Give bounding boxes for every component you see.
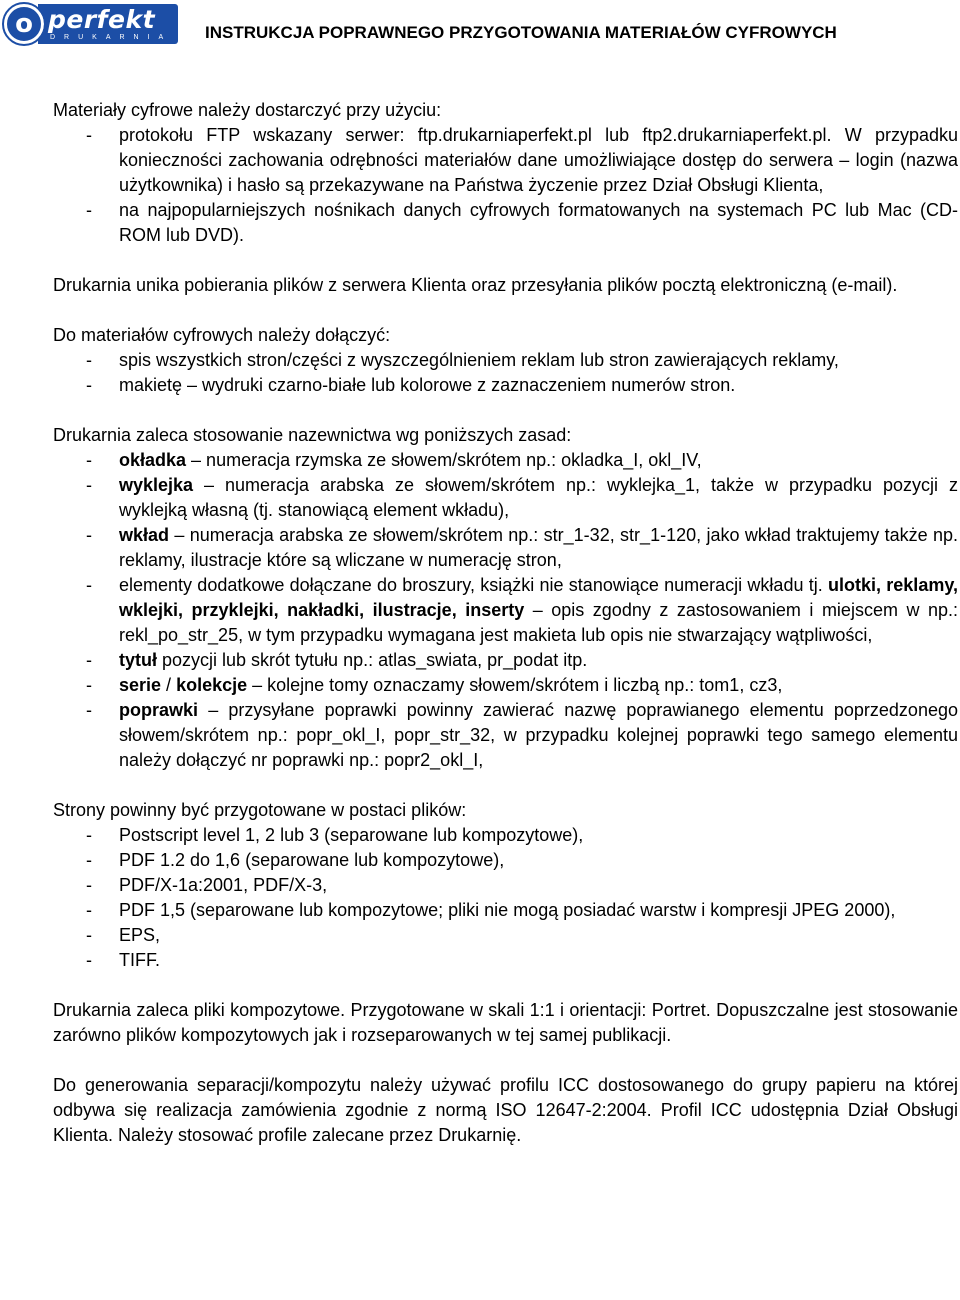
logo-name: perfekt (48, 4, 156, 34)
logo-sub: DRUKARNIA (50, 33, 173, 41)
document-title: INSTRUKCJA POPRAWNEGO PRZYGOTOWANIA MATERIAŁÓW CYFROWYCH (205, 23, 837, 42)
delivery-ftp: - protokołu FTP wskazany serwer: ftp.drukarniaperfekt.pl lub ftp2.drukarniaperfekt.pl. W przypadku konieczności zachowania odrębności materiałów dane umożliwiające dostęp do serwera – login (nazwa użytkownika) i hasło są przekazywane na Państwa życzenie przez Dział Obsługi Klienta, (53, 123, 958, 198)
page-header (0, 0, 960, 60)
attachments-intro: Do materiałów cyfrowych należy dołączyć: (53, 325, 391, 345)
naming-endpaper: - wyklejka – numeracja arabska ze słowem/skrótem np.: wyklejka_1, także w przypadku pozycji z wyklejką własną (tj. stanowiącą element wkładu), (53, 473, 958, 523)
format-item: - TIFF. (53, 948, 958, 973)
attachments-list (53, 348, 958, 398)
delivery-list (53, 123, 958, 248)
naming-intro: Drukarnia zaleca stosowanie nazewnictwa wg poniższych zasad: (53, 425, 572, 445)
naming-extras: - elementy dodatkowe dołączane do broszury, książki nie stanowiące numeracji wkładu tj. ulotki, reklamy, wklejki, przyklejki, nakładki, ilustracje, inserty – opis zgodny z zastosowaniem i miejscem w np.: rekl_po_str_25, w tym przypadku wymagana jest makieta lub opis nie stwarzający wątpliwości, (53, 573, 958, 648)
delivery-media: - na najpopularniejszych nośnikach danych cyfrowych formatowanych na systemach PC lub Mac (CD-ROM lub DVD). (53, 198, 958, 248)
naming-list (53, 448, 958, 773)
format-item: - PDF 1.2 do 1,6 (separowane lub kompozytowe), (53, 848, 958, 873)
format-item: - EPS, (53, 923, 958, 948)
logo-mark: o (15, 9, 33, 39)
naming-corrections: - poprawki – przysyłane poprawki powinny zawierać nazwę poprawianego elementu poprzedzonego słowem/skrótem np.: popr_okl_I, popr_str_32, w przypadku kolejnej poprawki tego samego elementu należy dołączyć nr poprawki np.: popr2_okl_I, (53, 698, 958, 773)
icc-note: Do generowania separacji/kompozytu należy używać profilu ICC dostosowanego do grupy papieru na której odbywa się realizacja zamówienia zgodnie z normą ISO 12647-2:2004. Profil ICC udostępnia Dział Obsługi Klienta. Należy stosować profile zalecane przez Drukarnię. (53, 1075, 958, 1145)
logo-box (38, 4, 178, 44)
format-item: - PDF/X-1a:2001, PDF/X-3, (53, 873, 958, 898)
naming-series: - serie / kolekcje – kolejne tomy oznaczamy słowem/skrótem i liczbą np.: tom1, cz3, (53, 673, 958, 698)
perfekt-logo (4, 4, 178, 44)
attachment-mockup: - makietę – wydruki czarno-białe lub kolorowe z zaznaczeniem numerów stron. (53, 373, 958, 398)
formats-intro: Strony powinny być przygotowane w postaci plików: (53, 800, 467, 820)
logo-circle-icon (4, 4, 44, 44)
naming-title: - tytuł pozycji lub skrót tytułu np.: atlas_swiata, pr_podat itp. (53, 648, 958, 673)
delivery-intro: Materiały cyfrowe należy dostarczyć przy użyciu: (53, 100, 442, 120)
naming-insert: - wkład – numeracja arabska ze słowem/skrótem np.: str_1-32, str_1-120, jako wkład traktujemy także np. reklamy, ilustracje które są wliczane w numerację stron, (53, 523, 958, 573)
document-body (53, 98, 958, 1148)
email-note: Drukarnia unika pobierania plików z serwera Klienta oraz przesyłania plików pocztą elektroniczną (e-mail). (53, 275, 898, 295)
formats-list (53, 823, 958, 973)
format-item: - PDF 1,5 (separowane lub kompozytowe; pliki nie mogą posiadać warstw i kompresji JPEG 2000), (53, 898, 958, 923)
composite-note: Drukarnia zaleca pliki kompozytowe. Przygotowane w skali 1:1 i orientacji: Portret. Dopuszczalne jest stosowanie zarówno plików kompozytowych jak i rozseparowanych w tej samej publikacji. (53, 1000, 958, 1045)
attachment-index: - spis wszystkich stron/części z wyszczególnieniem reklam lub stron zawierających reklamy, (53, 348, 958, 373)
naming-cover: - okładka – numeracja rzymska ze słowem/skrótem np.: okladka_I, okl_IV, (53, 448, 958, 473)
format-item: - Postscript level 1, 2 lub 3 (separowane lub kompozytowe), (53, 823, 958, 848)
